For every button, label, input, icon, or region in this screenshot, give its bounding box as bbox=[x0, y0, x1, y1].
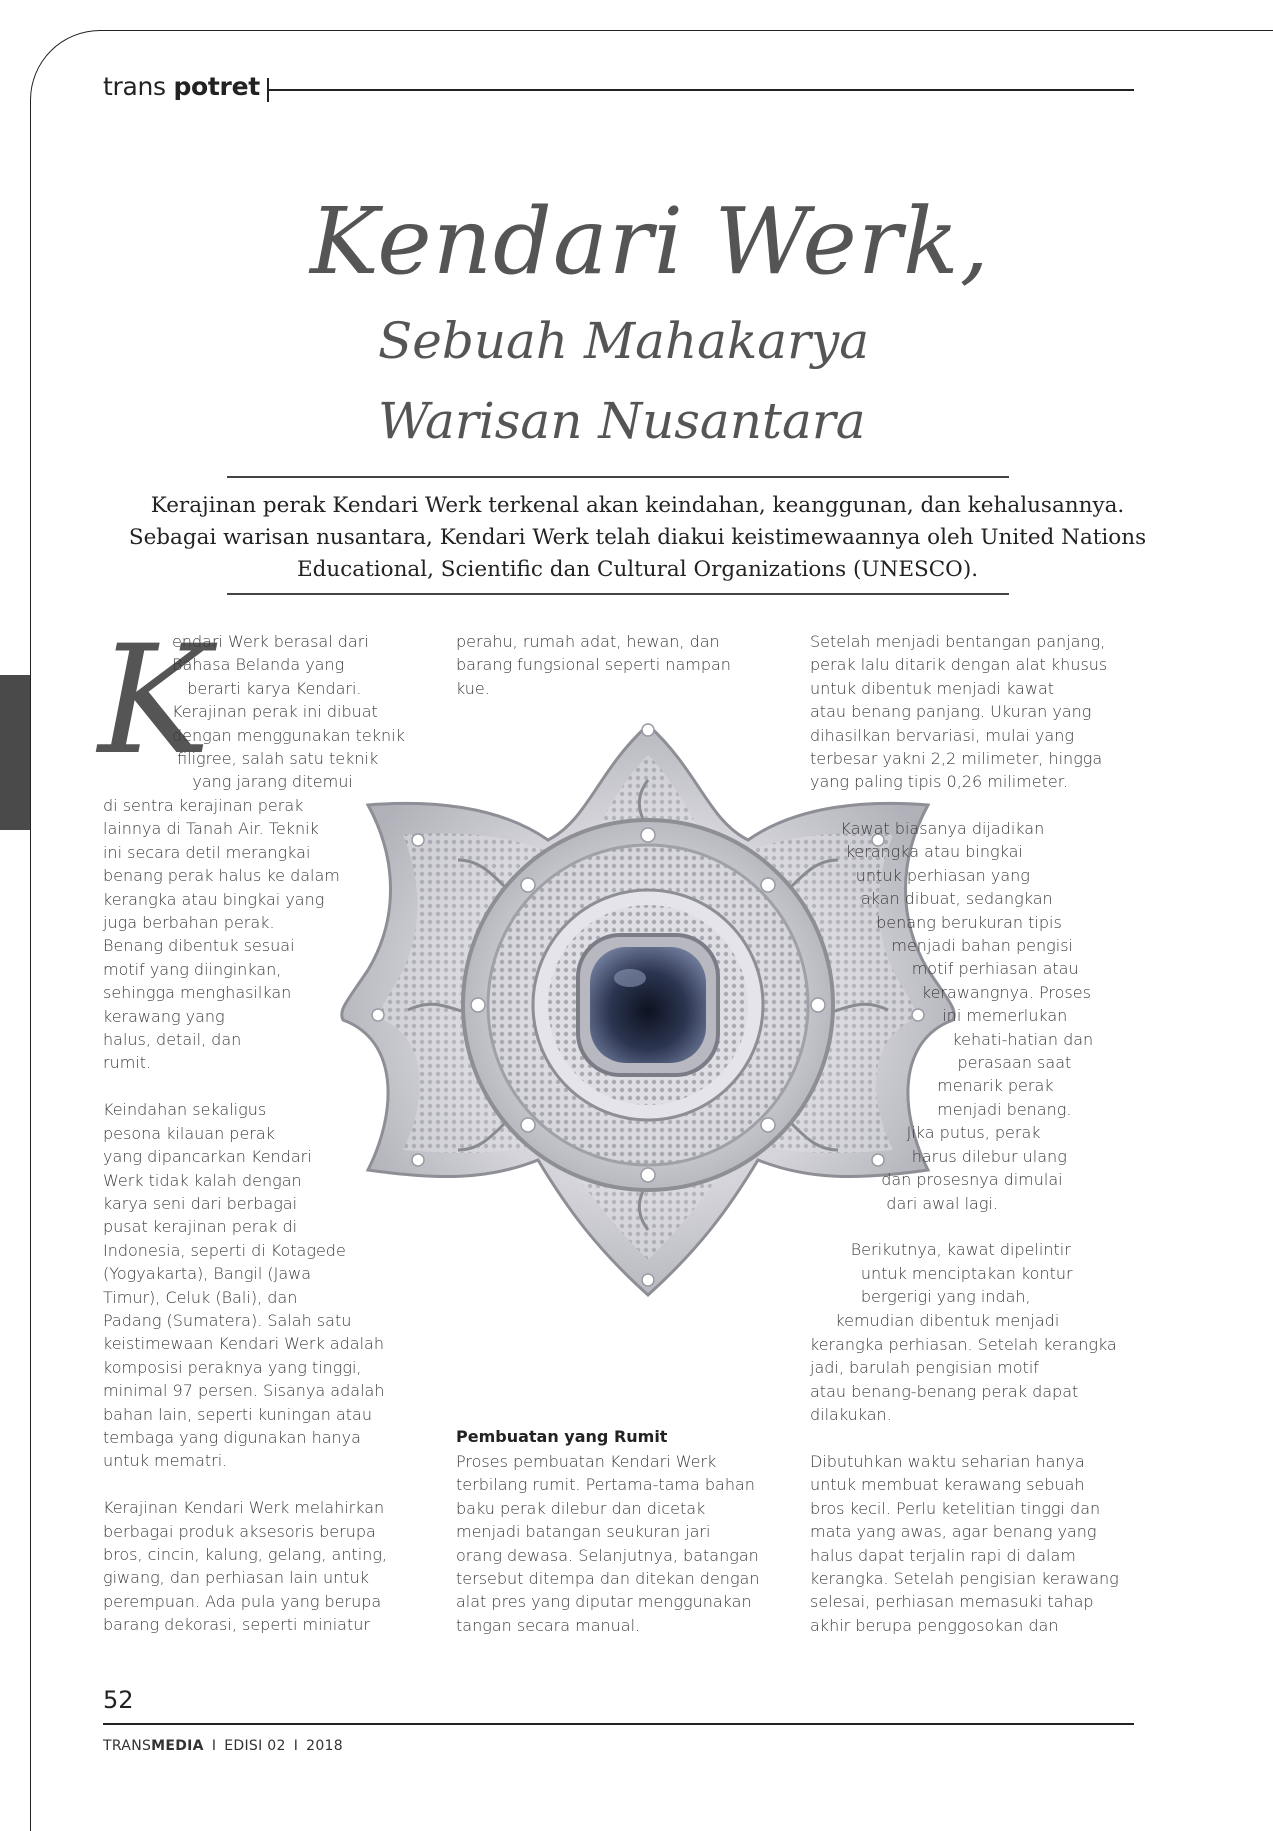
lead-line-2: Sebagai warisan nusantara, Kendari Werk telah diakui keistimewaannya oleh United Nations bbox=[128, 525, 1147, 550]
title-line-1: Kendari Werk, bbox=[310, 188, 990, 295]
column3-bottom-text: kerangka perhiasan. Setelah kerangka jadi, barulah pengisian motif atau benang-benang perak dapat dilakukan. Dibutuhkan waktu seharian hanya untuk membuat kerawang sebuah bros kecil. Perlu ketelitian tinggi dan mata yang awas, agar benang yang halus dapat terjalin rapi di dalam kerangka. Setelah pengisian kerawang selesai, perhiasan memasuki tahap akhir berupa penggosokan dan bbox=[810, 1335, 1119, 1635]
lead-rule-bottom bbox=[227, 593, 1009, 595]
footer-year: 2018 bbox=[306, 1738, 343, 1754]
title-line-3: Warisan Nusantara bbox=[378, 392, 866, 450]
column3-top-text: Setelah menjadi bentangan panjang, perak lalu ditarik dengan alat khusus untuk dibentuk menjadi kawat atau benang panjang. Ukuran yang dihasilkan bervariasi, mulai yang terbesar yakni 2,2 milimeter, hingga yang paling tipis 0,26 milimeter. bbox=[810, 632, 1108, 792]
pearl-icon bbox=[578, 935, 718, 1075]
section-label-bold: potret bbox=[173, 72, 260, 101]
column2-bottom-text: Proses pembuatan Kendari Werk terbilang rumit. Pertama-tama bahan baku perak dilebur dan dicetak menjadi batangan seukuran jari orang dewasa. Selanjutnya, batangan tersebut ditempa dan ditekan dengan alat pres yang diputar menggunakan tangan secara manual. bbox=[456, 1452, 760, 1635]
footer-credit bbox=[103, 1738, 343, 1754]
lead-line-3: Educational, Scientific dan Cultural Organizations (UNESCO). bbox=[296, 557, 979, 582]
brand-light: TRANS bbox=[103, 1738, 152, 1754]
section-label-light: trans bbox=[103, 72, 166, 101]
lead-paragraph bbox=[80, 490, 1195, 586]
footer-edition: EDISI 02 bbox=[224, 1738, 286, 1754]
title-line-2: Sebuah Mahakarya bbox=[378, 312, 870, 370]
column1-body-text: di sentra kerajinan perak lainnya di Tanah Air. Teknik ini secara detil merangkai benang perak halus ke dalam kerangka atau bingkai yang juga berbahan perak. Benang dibentuk sesuai motif yang diinginkan, sehingga menghasilkan kerawang yang halus, detail, dan rumit. Keindahan sekaligus pesona kilauan perak yang dipancarkan Kendari Werk tidak kalah dengan karya seni dari berbagai pusat kerajinan perak di Indonesia, seperti di Kotagede (Yogyakarta), Bangil (Jawa Timur), Celuk (Bali), dan Padang (Sumatera). Salah satu keistimewaan Kendari Werk adalah komposisi peraknya yang tinggi, minimal 97 persen. Sisanya adalah bahan lain, seperti kuningan atau tembaga yang digunakan hanya untuk mematri. Kerajinan Kendari Werk melahirkan berbagai produk aksesoris berupa bros, cincin, kalung, gelang, anting, giwang, dan perhiasan lain untuk perempuan. Ada pula yang berupa barang dekorasi, seperti miniatur bbox=[103, 796, 388, 1635]
side-tab-marker bbox=[0, 675, 30, 830]
section-header bbox=[103, 72, 260, 101]
page-number: 52 bbox=[103, 1686, 134, 1714]
dropcap: K bbox=[98, 614, 211, 788]
header-rule bbox=[267, 89, 1134, 91]
column2-subheading: Pembuatan yang Rumit bbox=[456, 1427, 668, 1446]
footer-separator-2: I bbox=[293, 1738, 299, 1754]
brand-bold: MEDIA bbox=[151, 1738, 204, 1754]
footer-separator-1: I bbox=[211, 1738, 217, 1754]
column2-top-text: perahu, rumah adat, hewan, dan barang fungsional seperti nampan kue. bbox=[456, 632, 731, 698]
column1-wrap-text: endari Werk berasal dari Bahasa Belanda yang berarti karya Kendari. Kerajinan perak ini dibuat dengan menggunakan teknik filigree, salah satu teknik yang jarang ditemui bbox=[172, 632, 405, 792]
lead-rule-top bbox=[227, 476, 1009, 478]
footer-rule bbox=[103, 1723, 1134, 1725]
lead-line-1: Kerajinan perak Kendari Werk terkenal akan keindahan, keanggunan, dan kehalusannya. bbox=[150, 493, 1125, 518]
column3-wrap-text: Kawat biasanya dijadikan kerangka atau bingkai untuk perhiasan yang akan dibuat, sedangkan benang berukuran tipis menjadi bahan pengisi motif perhiasan atau kerawangnya. Proses ini memerlukan kehati-hatian dan perasaan saat menarik perak menjadi benang. Jika putus, perak harus dilebur ulang dan prosesnya dimulai dari awal lagi. Berikutnya, kawat dipelintir untuk menciptakan kontur bergerigi yang indah, kemudian dibentuk menjadi bbox=[835, 819, 1094, 1330]
